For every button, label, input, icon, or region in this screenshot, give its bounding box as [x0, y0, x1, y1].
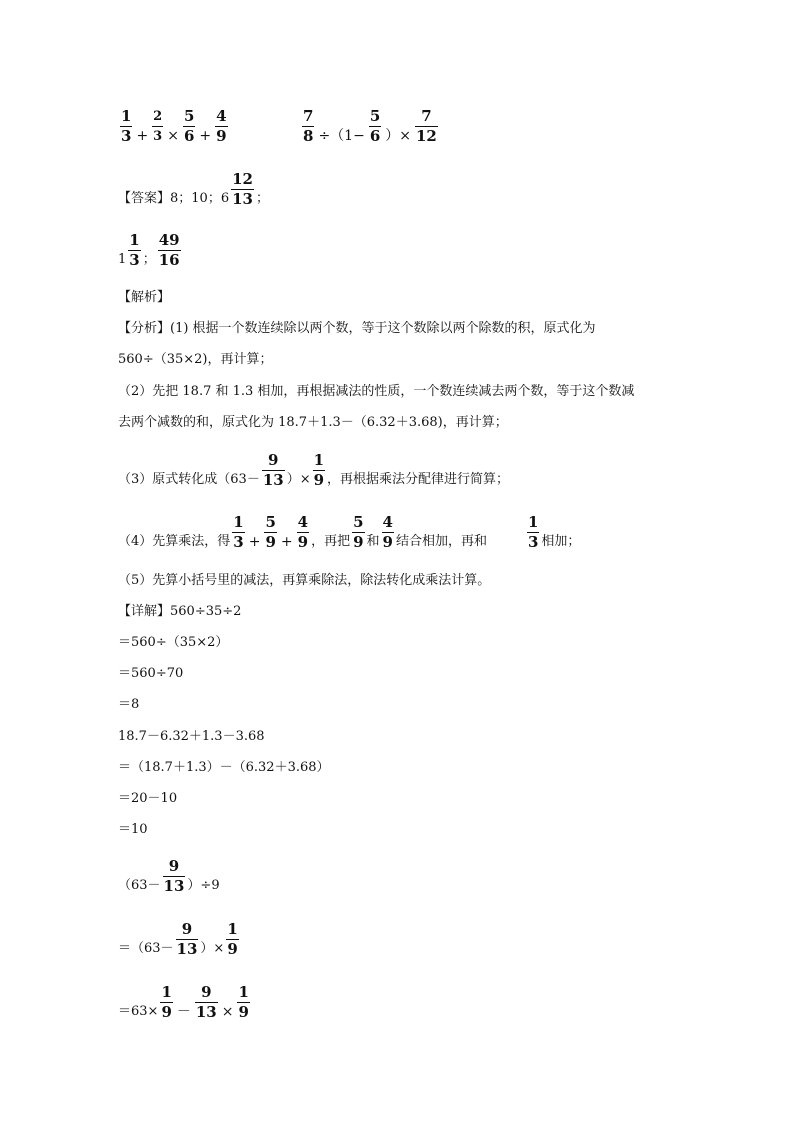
fraction: $\frac{1}{3}$ — [233, 513, 244, 551]
analysis-line: （5）先算小括号里的减法，再算乘除法，除法转化成乘法计算。 — [118, 573, 491, 588]
answer-label: 【答案】8；10；6 — [118, 191, 230, 206]
fraction: $\frac{12}{13}$ — [232, 170, 253, 208]
fraction: $\frac{1}{3}$ — [121, 107, 132, 145]
operator: × — [167, 128, 179, 144]
detail-line: ＝20－10 — [118, 791, 178, 806]
analysis-line: （2）先把 18.7 和 1.3 相加，再根据减法的性质，一个数连续减去两个数，等于这个数减 — [118, 384, 635, 399]
fraction: $\frac{5}{9}$ — [353, 513, 364, 551]
fraction: $\frac{1}{9}$ — [238, 983, 249, 1021]
operator: ÷（1− — [318, 128, 365, 144]
detail-line: ＝（18.7＋1.3）－（6.32＋3.68） — [118, 760, 330, 775]
fraction: $\frac{5}{6}$ — [183, 107, 195, 145]
operator: + — [199, 128, 212, 144]
separator: ； — [142, 252, 156, 267]
fraction: $\frac{5}{9}$ — [265, 513, 276, 551]
fraction: $\frac{49}{16}$ — [158, 231, 180, 269]
fraction: $\frac{4}{9}$ — [216, 107, 227, 145]
fraction: $\frac{9}{13}$ — [195, 983, 217, 1021]
operator: ）× — [385, 128, 411, 144]
fraction: $\frac{1}{9}$ — [313, 451, 325, 489]
detail-line: 18.7－6.32＋1.3－3.68 — [118, 729, 265, 744]
analysis-line: （4）先算乘法，得 $\frac{1}{3}$ + $\frac{5}{9}$ + $\frac{4}{9}$ ，再把 $\frac{5}{9}$ 和 $\frac{4}{9}$ 结合相加，再和 $\frac{1}{3}$ 相加； — [118, 513, 581, 551]
fraction: $\frac{9}{13}$ — [176, 920, 198, 958]
detail-line: ＝8 — [118, 697, 140, 712]
fraction: $\frac{1}{9}$ — [161, 983, 172, 1021]
operator: + — [136, 128, 149, 144]
analysis-line: 去两个减数的和，原式化为 18.7＋1.3－（6.32＋3.68)，再计算； — [118, 415, 508, 430]
fraction: $\frac{7}{12}$ — [415, 107, 437, 145]
fraction: $\frac{4}{9}$ — [382, 513, 393, 551]
analysis-line: 【分析】(1) 根据一个数连续除以两个数，等于这个数除以两个除数的积，原式化为 — [118, 321, 596, 336]
separator: ； — [255, 191, 269, 206]
answer-line-2 — [118, 232, 183, 269]
detail-line: ＝10 — [118, 822, 148, 837]
problem-line — [118, 108, 230, 145]
detail-line: ＝560÷70 — [118, 666, 184, 681]
fraction: $\frac{5}{6}$ — [369, 107, 381, 145]
whole-number: 1 — [118, 252, 127, 267]
detail-line: ＝560÷（35×2） — [118, 635, 229, 650]
fraction: $\frac{7}{8}$ — [303, 107, 314, 145]
fraction: $\frac{1}{3}$ — [129, 231, 140, 269]
detail-line: （63－ $\frac{9}{13}$ ）÷9 — [118, 857, 220, 895]
analysis-heading: 【解析】 — [118, 290, 171, 305]
fraction: $\frac{9}{13}$ — [163, 857, 185, 895]
detail-line: ＝63× $\frac{1}{9}$ － $\frac{9}{13}$ × $\frac{1}{9}$ — [118, 983, 249, 1021]
detail-line: ＝（63－ $\frac{9}{13}$ ）× $\frac{1}{9}$ — [118, 920, 238, 958]
fraction: $\frac{9}{13}$ — [262, 451, 284, 489]
fraction: $\frac{1}{3}$ — [527, 513, 539, 551]
analysis-line: 560÷（35×2)，再计算； — [118, 352, 273, 367]
fraction: $\frac{1}{9}$ — [227, 920, 238, 958]
fraction: $\frac{4}{9}$ — [297, 513, 309, 551]
fraction: $\frac{2}{3}$ — [153, 109, 163, 144]
analysis-line: （3）原式转化成（63－ $\frac{9}{13}$ ）× $\frac{1}{9}$ ，再根据乘法分配律进行简算； — [118, 451, 510, 489]
answer-line — [118, 171, 269, 208]
detail-line: 【详解】560÷35÷2 — [118, 604, 242, 619]
problem-line — [300, 108, 440, 145]
